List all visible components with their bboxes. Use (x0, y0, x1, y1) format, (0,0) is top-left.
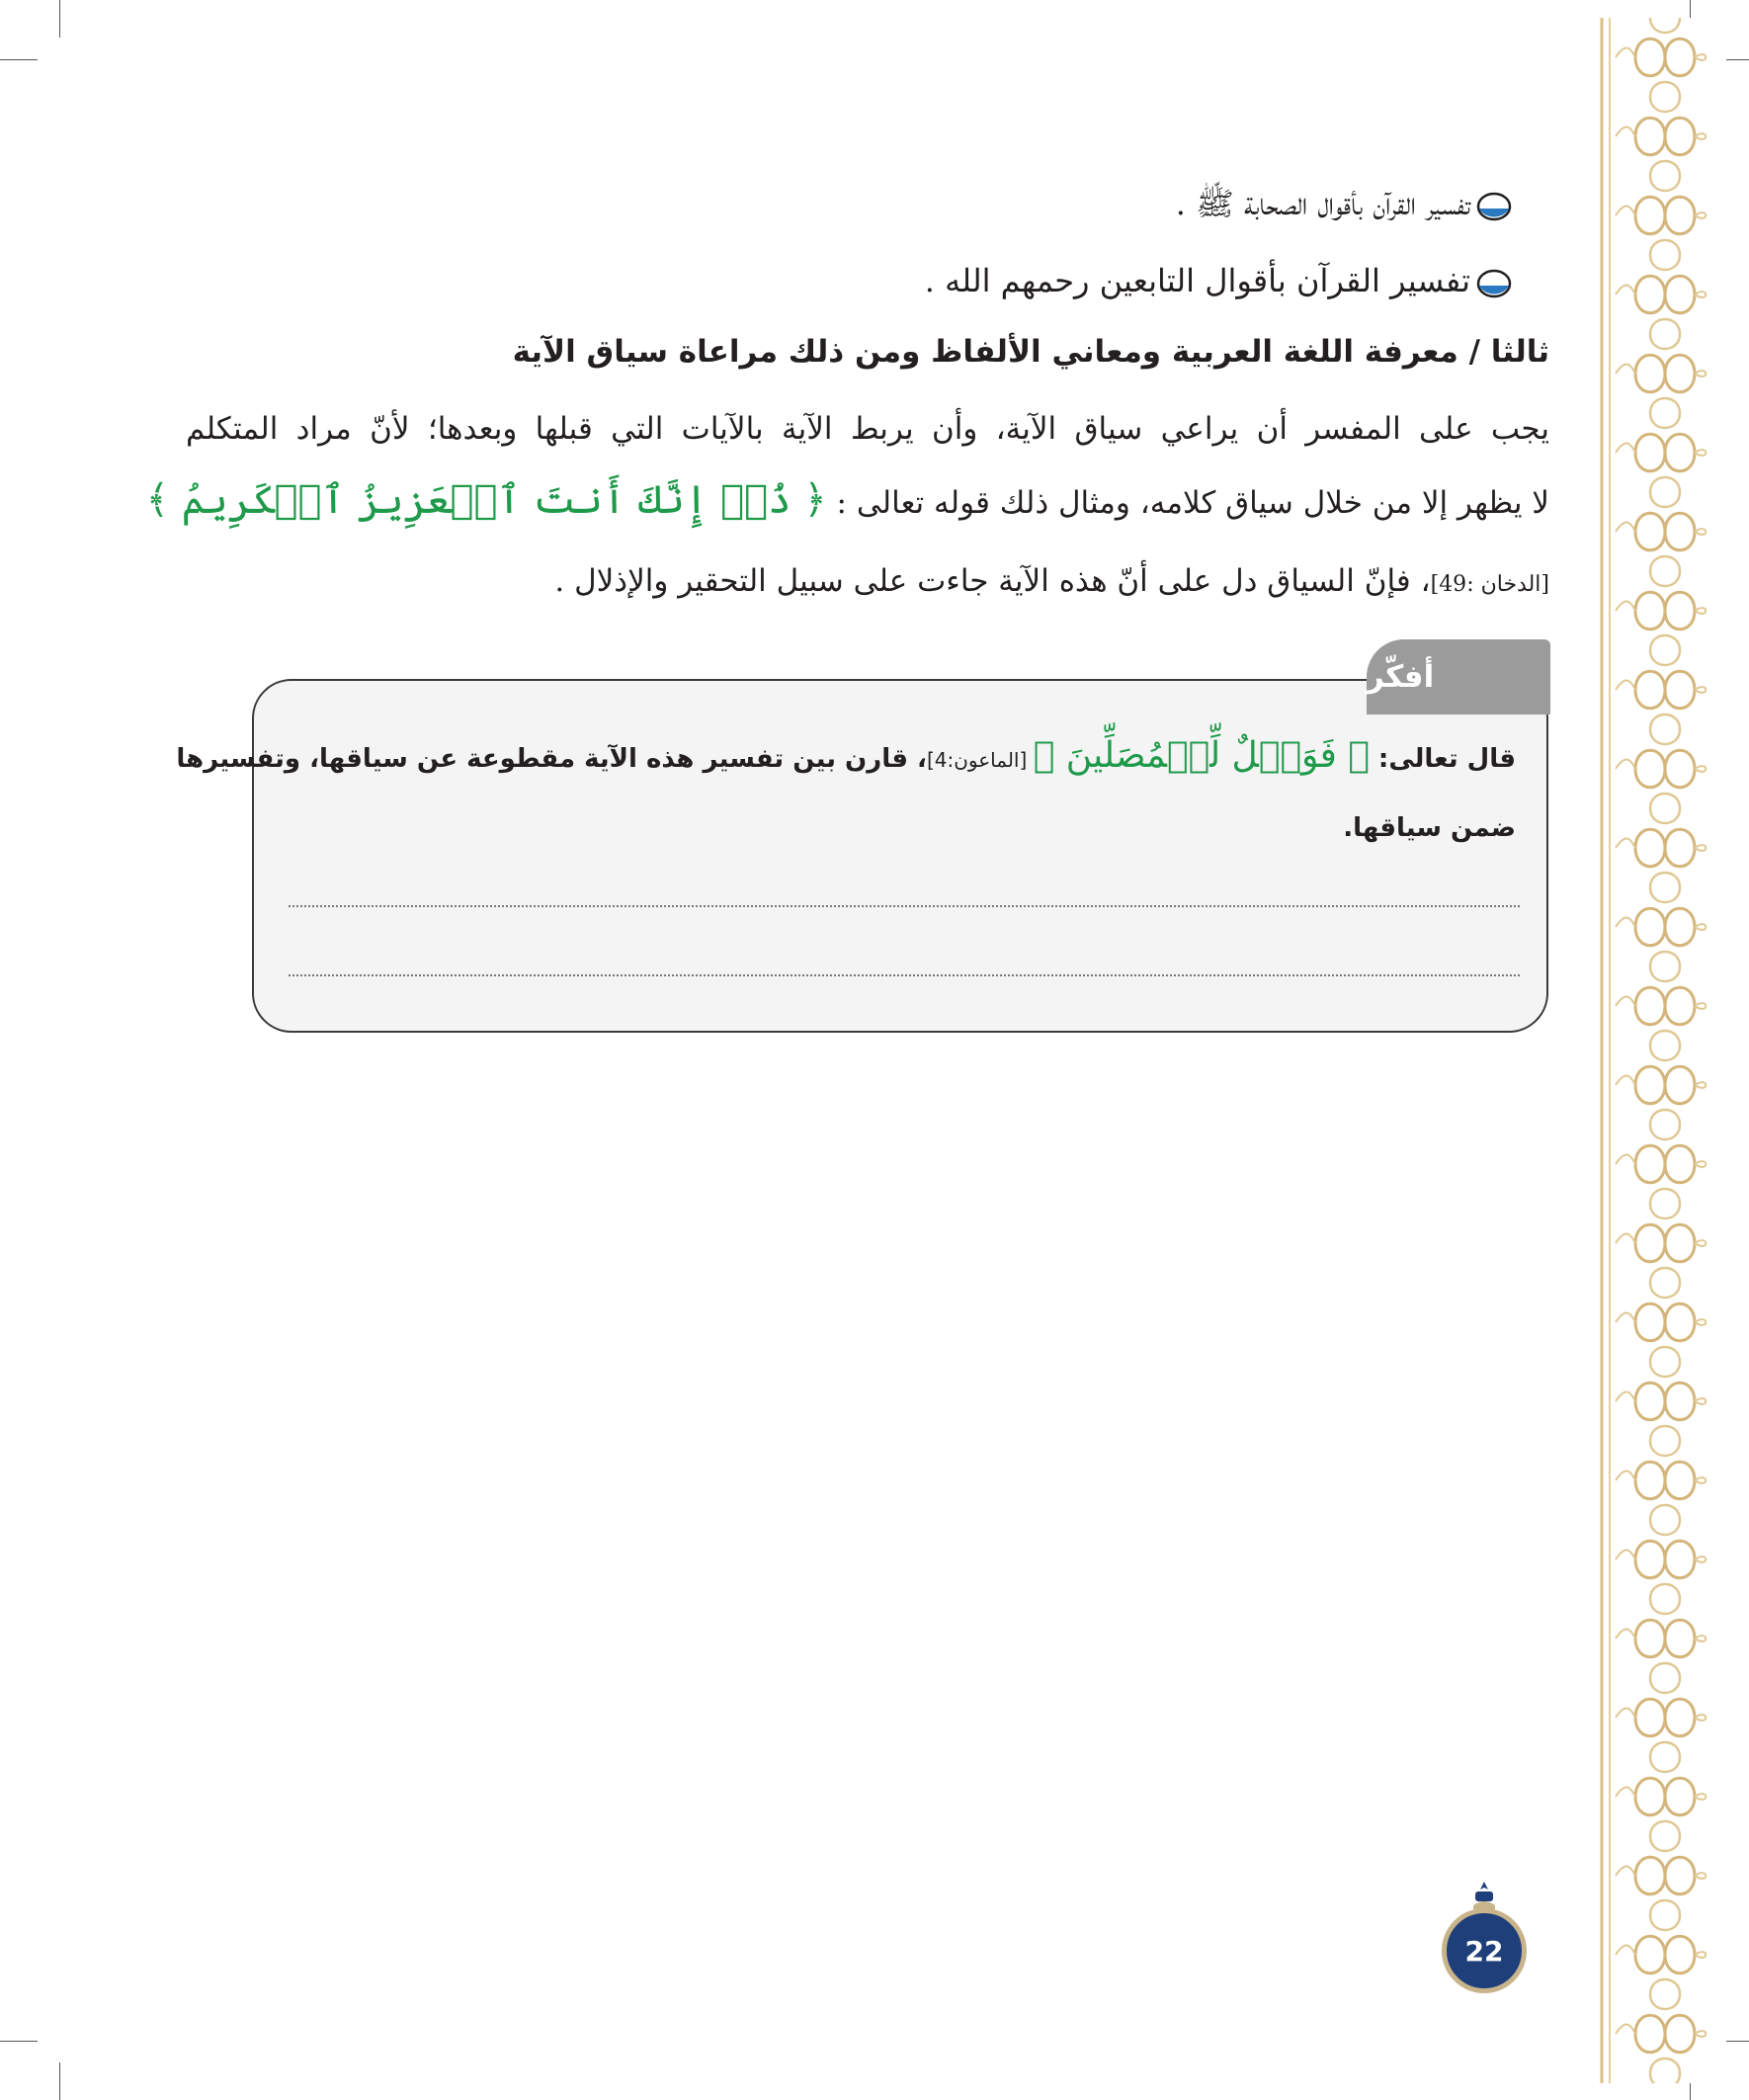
think-prefix: قال تعالى: (1369, 744, 1516, 774)
answer-line[interactable] (289, 974, 1520, 976)
think-question (176, 735, 1516, 780)
verse-reference: [الدخان :49] (1430, 572, 1549, 597)
think-tab: أفكّر (1367, 639, 1550, 714)
think-box (252, 679, 1548, 1033)
bullet-companions (326, 178, 1512, 229)
verse-reference: [الماعون:4] (926, 748, 1034, 772)
crop-mark (0, 2041, 38, 2042)
bullet-icon (1476, 269, 1512, 298)
paragraph-line (145, 474, 1549, 529)
bullet-text: تفسير القرآن بأقوال التابعين رحمهم الله . (924, 262, 1470, 299)
section-heading: ثالثا / معرفة اللغة العربية ومعاني الألفاظ ومن ذلك مراعاة سياق الآية (512, 334, 1549, 370)
paragraph-text: لا يظهر إلا من خلال سياق كلامه، ومثال ذلك قوله تعالى : (826, 485, 1549, 521)
answer-line[interactable] (289, 905, 1520, 907)
bullet-followers (326, 255, 1512, 306)
think-question-text: ، قارن بين تفسير هذه الآية مقطوعة عن سياقها، وتفسيرها (176, 744, 927, 774)
decorative-border (1596, 18, 1726, 2083)
crop-mark (59, 0, 60, 38)
crown-icon (1469, 1880, 1499, 1911)
page-number: 22 (1442, 1908, 1527, 1993)
bullet-text: تفسير القرآن بأقوال الصحابة ﷺ . (1175, 185, 1470, 222)
quran-verse: ﴿ فَوَيۡلٌ لِّلۡمُصَلِّينَ ﴾ (1033, 735, 1370, 776)
paragraph-line (186, 555, 1549, 611)
crop-mark (59, 2062, 60, 2100)
paragraph-text: ، فإنّ السياق دل على أنّ هذه الآية جاءت على سبيل التحقير والإذلال . (554, 563, 1431, 599)
paragraph-line: يجب على المفسر أن يراعي سياق الآية، وأن يربط الآية بالآيات التي قبلها وبعدها؛ لأنّ مراد المتكلم (186, 411, 1549, 447)
quran-verse: ﴿ ذُقۡ إِنَّكَ أَنتَ ٱلۡعَزِيزُ ٱلۡكَرِيمُ ﴾ (145, 477, 827, 523)
think-question-cont: ضمن سياقها. (1343, 813, 1516, 843)
crop-mark (0, 59, 38, 60)
bullet-icon (1476, 192, 1512, 221)
